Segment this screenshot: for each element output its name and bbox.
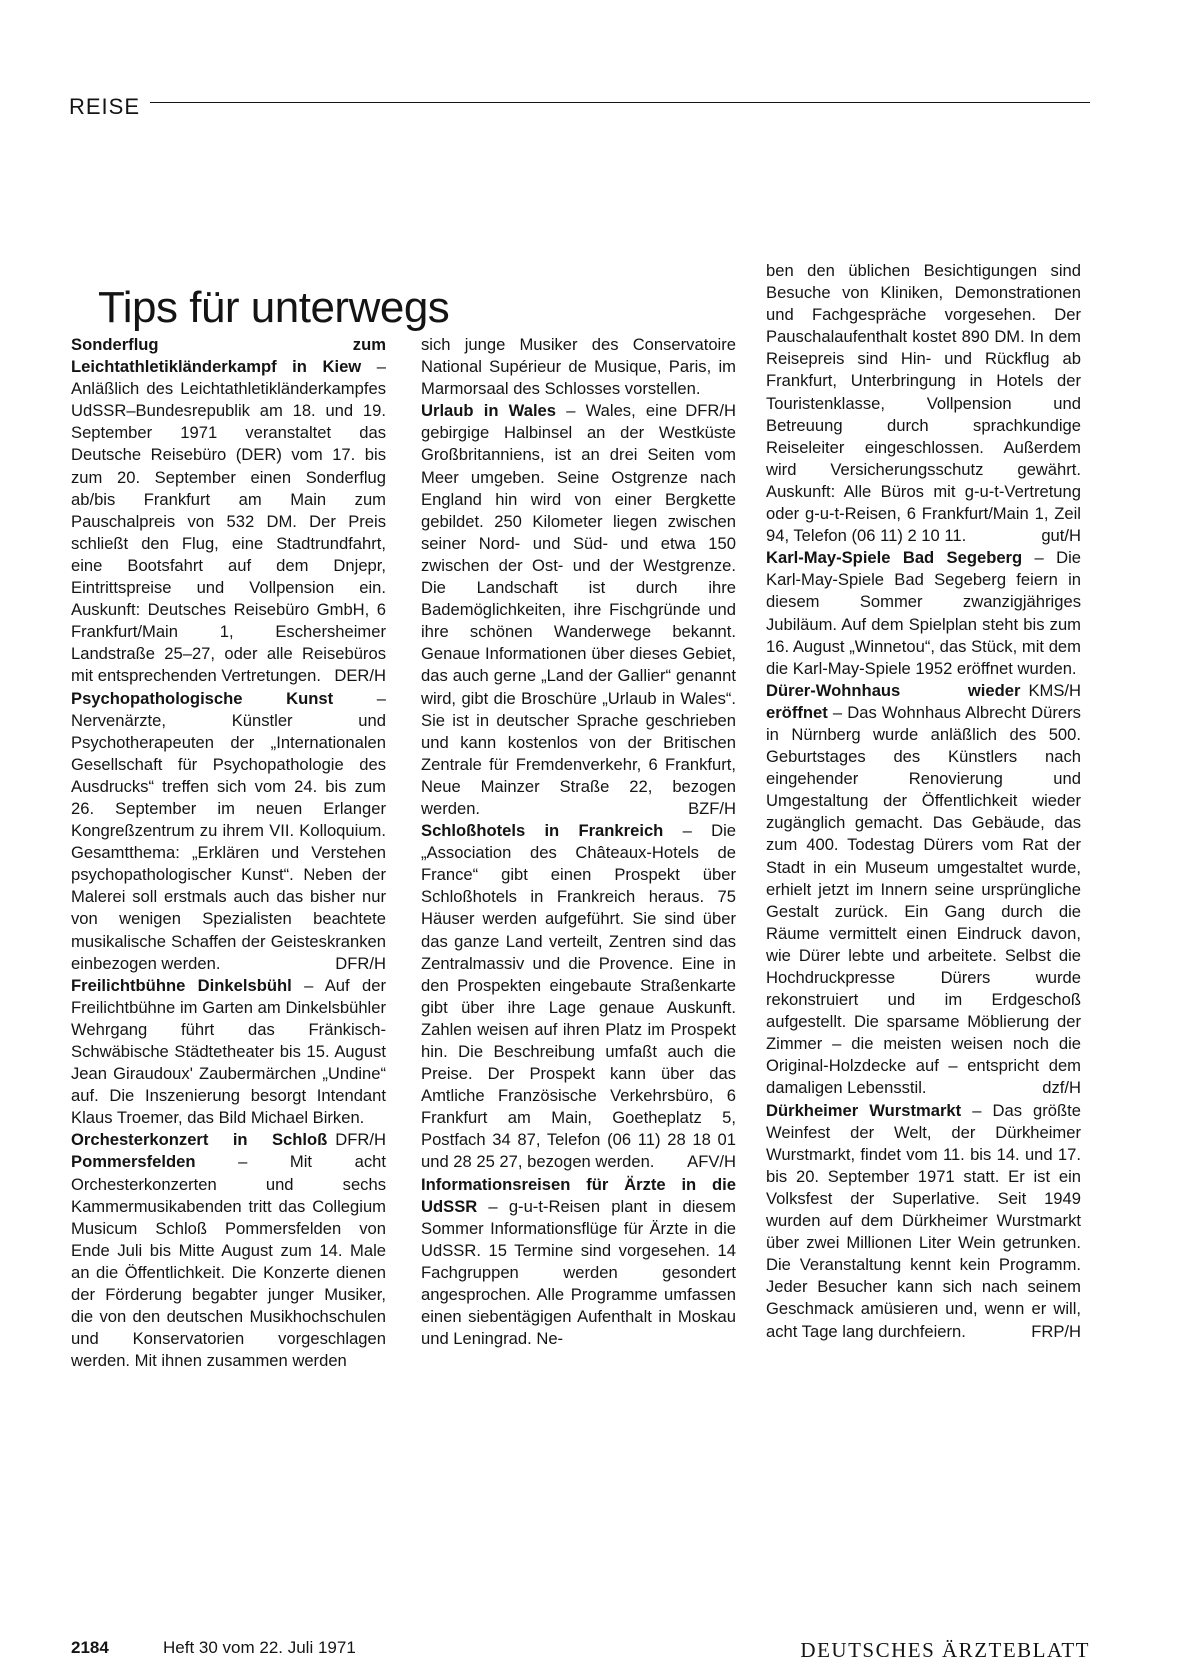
article-heading: Urlaub in Wales <box>421 401 557 421</box>
article-source: DER/H <box>334 666 386 686</box>
article-heading: Orchesterkonzert in Schloß Pommersfelden <box>71 1130 328 1172</box>
article-heading: Karl-May-Spiele Bad Segeberg <box>766 548 1023 568</box>
article-body: – g-u-t-Reisen plant in diesem Sommer Informationsflüge für Ärzte in die UdSSR. 15 Termine sind vorgesehen. 14 Fachgruppen werden gesondert angesprochen. Alle Programme umfassen einen siebentägigen Aufenthalt in Moskau und Leningrad. Ne- <box>421 1196 736 1349</box>
article-source: FRP/H <box>1031 1321 1081 1341</box>
article-source: KMS/H <box>1028 680 1081 700</box>
article-heading: Sonderflug zum Leichtathletikländerkampf in Kiew <box>71 335 386 377</box>
page-number: 2184 <box>71 1638 109 1657</box>
section-label: REISE <box>69 94 141 119</box>
article-source: DFR/H <box>685 401 736 421</box>
article-source: AFV/H <box>687 1152 736 1172</box>
article-body: – Das größte Weinfest der Welt, der Dürkheimer Wurstmarkt, findet vom 11. bis 14. und 17. bis 20. September 1971 statt. Er ist ein Volksfest der Superlative. Seit 1949 wurden auf dem Dürkheimer Wurstmarkt über zwei Millionen Liter Wein getrunken. Die Veranstaltung kennt kein Programm. Jeder Besucher kann sich nach seinem Geschmack amüsieren und, wenn er will, acht Tage lang durchfeiern. <box>766 1100 1081 1341</box>
article-heading: Dürer-Wohnhaus wieder eröffnet <box>766 680 1021 722</box>
article-informationsreisen-continued <box>766 260 1081 547</box>
page-title: Tips für unterwegs <box>98 283 450 333</box>
article-heading: Informationsreisen für Ärzte in die UdSSR <box>421 1174 736 1216</box>
article-heading: Psychopathologische Kunst <box>71 688 334 708</box>
header-rule <box>150 102 1090 103</box>
article-body: – Nervenärzte, Künstler und Psychotherapeuten der „Internationalen Gesellschaft für Psychopathologie des Ausdrucks“ treffen sich vom 24. bis zum 26. September im neuen Erlanger Kongreßzentrum zu ihrem VII. Kolloquium. Gesamtthema: „Erklären und Verstehen psychopathologischer Kunst“. Neben der Malerei soll erstmals auch das bisher nur von wenigen Spezialisten beachtete musikalische Schaffen der Geisteskranken einbezogen werden. <box>71 688 386 973</box>
article-heading: Schloßhotels in Frankreich <box>421 821 664 841</box>
article-heading: Freilichtbühne Dinkelsbühl <box>71 975 292 995</box>
article-source: gut/H <box>1041 526 1081 546</box>
article-source: BZF/H <box>688 798 736 818</box>
journal-name: DEUTSCHES ÄRZTEBLATT <box>800 1638 1090 1662</box>
article-heading: Dürkheimer Wurstmarkt <box>766 1100 962 1120</box>
article-body: – Anläßlich des Leichtathletikländerkampfes UdSSR–Bundesrepublik am 18. und 19. September 1971 veranstaltet das Deutsche Reisebüro (DER) vom 17. bis zum 20. September einen Sonderflug ab/bis Frankfurt am Main zum Pauschalpreis von 532 DM. Der Preis schließt den Flug, eine Stadtrundfahrt, eine Bootsfahrt auf dem Dnjepr, Eintrittspreise und Vollpension ein. Auskunft: Deutsches Reisebüro GmbH, 6 Frankfurt/Main 1, Eschersheimer Landstraße 25–27, oder alle Reisebüros mit entsprechenden Vertretungen. <box>71 357 386 686</box>
text-column-2 <box>421 334 736 1350</box>
article-body: – Die Karl-May-Spiele Bad Segeberg feiern in diesem Sommer zwanzigjähriges Jubiläum. Auf dem Spielplan steht bis zum 16. August „Winnetou“, das Stück, mit dem die Karl-May-Spiele 1952 eröffnet wurden. <box>766 548 1081 678</box>
article-body: sich junge Musiker des Conservatoire National Supérieur de Musique, Paris, im Marmorsaal des Schlosses vorstellen. <box>421 335 736 399</box>
issue-info: Heft 30 vom 22. Juli 1971 <box>163 1638 356 1657</box>
text-column-1 <box>71 334 386 1372</box>
article-source: DFR/H <box>335 953 386 973</box>
article-body: – Wales, eine gebirgige Halbinsel an der Westküste Großbritanniens, ist an drei Seiten vom Meer umgeben. Seine Ostgrenze nach England hin wird von einer Bergkette gebildet. 250 Kilometer liegen zwischen seiner Nord- und Süd- und etwa 150 zwischen der Ost- und der Westgrenze. Die Landschaft ist durch ihre Bademöglichkeiten, ihre Fischgründe und ihre schönen Wanderwege bekannt. Genaue Informationen über dieses Gebiet, das auch gerne „Land der Gallier“ genannt wird, gibt die Broschüre „Urlaub in Wales“. Sie ist in deutscher Sprache geschrieben und kann kostenlos von der Britischen Zentrale für Fremdenverkehr, 6 Frankfurt, Neue Mainzer Straße 22, bezogen werden. <box>421 401 736 818</box>
article-source: dzf/H <box>1042 1078 1081 1098</box>
text-column-3 <box>766 260 1081 1343</box>
article-source: DFR/H <box>335 1130 386 1150</box>
article-body: – Das Wohnhaus Albrecht Dürers in Nürnberg wurde anläßlich des 500. Geburtstages des Künstlers nach eingehender Renovierung und Umgestaltung der Öffentlichkeit wieder zugänglich gemacht. Das Gebäude, das zum 400. Todestag Dürers vom Rat der Stadt in ein Museum umgestaltet wurde, erhielt jetzt im Innern seine ursprüngliche Gestalt zurück. Ein Gang durch die Räume vermittelt einen Eindruck davon, wie Dürer lebte und arbeitete. Selbst die Hochdruckpresse Dürers wurde rekonstruiert und im Erdgeschoß aufgestellt. Die sparsame Möblierung der Zimmer – die meisten weisen noch die Original-Holzdecke auf – entspricht dem damaligen Lebensstil. <box>766 702 1081 1098</box>
article-body: – Mit acht Orchesterkonzerten und sechs Kammermusikabenden tritt das Collegium Musicum Schloß Pommersfelden von Ende Juli bis Mitte August zum 14. Male an die Öffentlichkeit. Die Konzerte dienen der Förderung begabter junger Musiker, die von den deutschen Musikhochschulen und Konservatorien vorgeschlagen werden. Mit ihnen zusammen werden <box>71 1152 386 1371</box>
article-body: – Auf der Freilichtbühne im Garten am Dinkelsbühler Wehrgang führt das Fränkisch-Schwäbische Städtetheater bis 15. August Jean Giraudoux' Zaubermärchen „Undine“ auf. Die Inszenierung besorgt Intendant Klaus Troemer, das Bild Michael Birken. <box>71 975 386 1128</box>
article-body: ben den üblichen Besichtigungen sind Besuche von Kliniken, Demonstrationen und Fachgespräche vorgesehen. Der Pauschalaufenthalt kostet 890 DM. In dem Reisepreis sind Hin- und Rückflug ab Frankfurt, Unterbringung in Hotels der Touristenklasse, Vollpension und Betreuung durch sprachkundige Reiseleiter eingeschlossen. Außerdem wird Versicherungsschutz gewährt. Auskunft: Alle Büros mit g-u-t-Vertretung oder g-u-t-Reisen, 6 Frankfurt/Main 1, Zeil 94, Telefon (06 11) 2 10 11. <box>766 261 1081 546</box>
article-body: – Die „Association des Châteaux-Hotels de France“ gibt einen Prospekt über Schloßhotels in Frankreich heraus. 75 Häuser werden aufgeführt. Sie sind über das ganze Land verteilt, Zentren sind das Zentralmassiv und die Provence. Eine in den Prospekten eingebaute Straßenkarte gibt über ihre Lage genaue Auskunft. Zahlen weisen auf ihren Platz im Prospekt hin. Die Beschreibung umfaßt auch die Preise. Der Prospekt kann über das Amtliche Französische Verkehrsbüro, 6 Frankfurt am Main, Goetheplatz 5, Postfach 34 87, Telefon (06 11) 28 18 01 und 28 25 27, bezogen werden. <box>421 821 736 1172</box>
